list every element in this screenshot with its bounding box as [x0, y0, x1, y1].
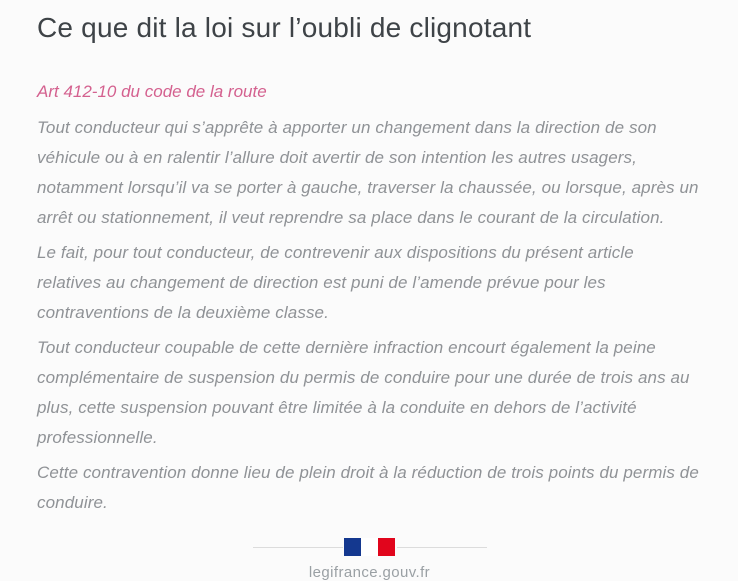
- law-paragraph-2: Le fait, pour tout conducteur, de contrevenir aux dispositions du présent article relatives au changement de direction est puni de l’amende prévue pour les contraventions de la deuxième classe.: [37, 243, 634, 322]
- flag-divider: [37, 538, 702, 556]
- flag-blue-stripe: [344, 538, 361, 556]
- law-paragraph-3: Tout conducteur coupable de cette dernière infraction encourt également la peine complémentaire de suspension du permis de conduire pour une durée de trois ans au plus, cette suspension pouvant être limitée à la conduite en dehors de l’activité professionnelle.: [37, 338, 690, 447]
- divider-line-left: [253, 547, 343, 548]
- divider-line-right: [397, 547, 487, 548]
- law-paragraph-4: Cette contravention donne lieu de plein droit à la réduction de trois points du permis de conduire.: [37, 463, 699, 512]
- flag-white-stripe: [361, 538, 378, 556]
- site-label: legifrance.gouv.fr: [308, 564, 431, 581]
- flag-red-stripe: [378, 538, 395, 556]
- source-footer: [37, 538, 702, 581]
- law-paragraph-1: Tout conducteur qui s’apprête à apporter un changement dans la direction de son véhicule ou à en ralentir l’allure doit avertir de son intention les autres usagers, notamment lorsqu’il va se porter à gauche, traverser la chaussée, ou lorsque, après un arrêt ou stationnement, il veut reprendre sa place dans le courant de la circulation.: [37, 118, 699, 227]
- article-reference: Art 412-10 du code de la route: [37, 82, 267, 101]
- page-title: Ce que dit la loi sur l’oubli de clignotant: [37, 12, 532, 43]
- french-flag-icon: [344, 538, 396, 556]
